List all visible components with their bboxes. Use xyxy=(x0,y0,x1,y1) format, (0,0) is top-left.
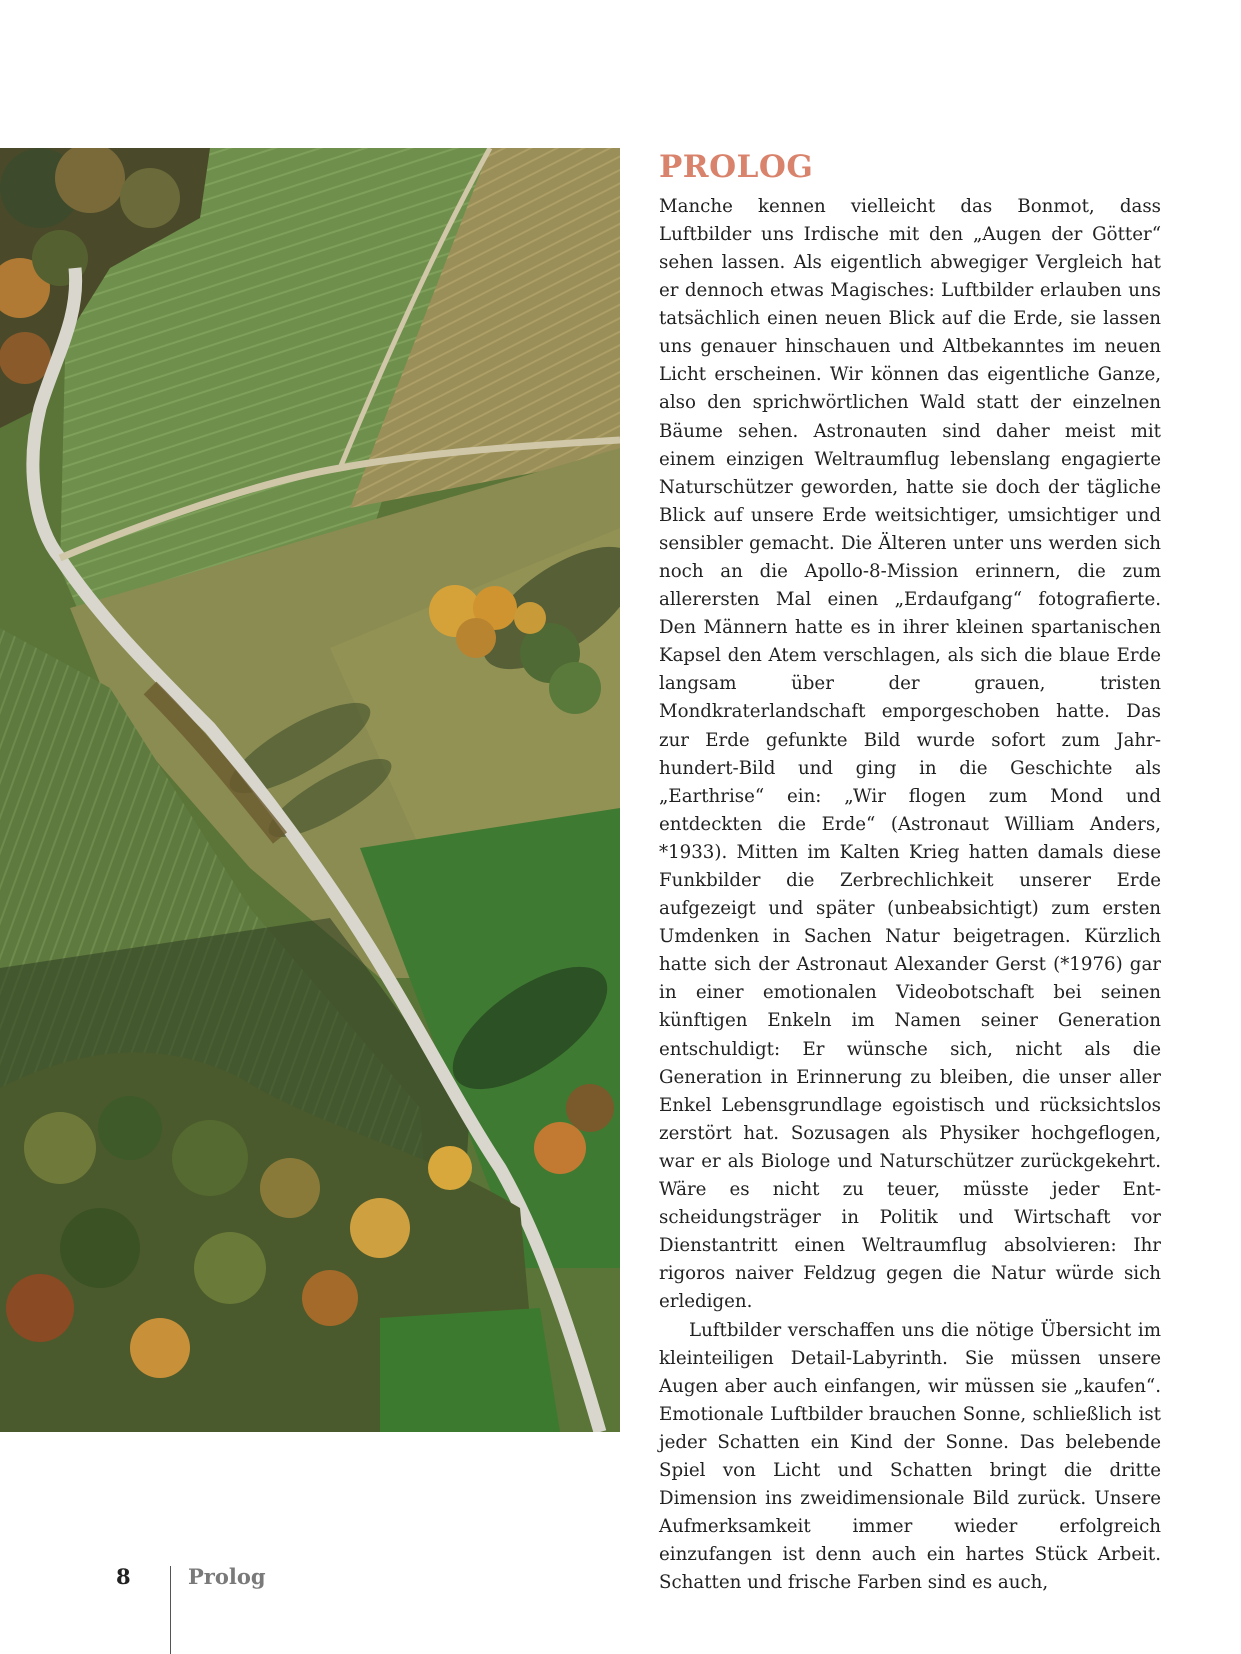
article-paragraph-1: Manche kennen vielleicht das Bonmot, dass Luftbilder uns Irdische mit den „Augen der Götter“ sehen lassen. Als eigentlich abwegiger Vergleich hat er dennoch etwas Magisches: Luftbilder erlauben uns tatsächlich einen neuen Blick auf die Erde, sie lassen uns genauer hinschauen und Altbekanntes im neuen Licht erscheinen. Wir können das eigentliche Ganze, also den sprichwörtlichen Wald statt der einzelnen Bäume sehen. Astronauten sind daher meist mit einem einzigen Weltraumflug lebenslang engagierte Naturschützer geworden, hatte sie doch der tägliche Blick auf unsere Erde weitsichtiger, umsichtiger und sensibler gemacht. Die Älteren unter uns werden sich noch an die Apollo-8-Mission erinnern, die zum allerersten Mal einen „Erdaufgang“ fotografierte. Den Männern hatte es in ihrer kleinen spartanischen Kapsel den Atem verschlagen, als sich die blaue Erde langsam über der grauen, tristen Mondkraterlandschaft emporgeschoben hatte. Das zur Erde gefunkte Bild wurde sofort zum Jahrhundert-Bild und ging in die Geschichte als „Earthrise“ ein: „Wir flogen zum Mond und entdeckten die Erde“ (Astronaut William Anders, *1933). Mitten im Kalten Krieg hatten damals diese Funkbilder die Zerbrechlichkeit unserer Erde aufgezeigt und später (unbeabsichtigt) zum ersten Umdenken in Sachen Natur beigetragen. Kürzlich hatte sich der Astronaut Alexander Gerst (*1976) gar in einer emotionalen Videobotschaft bei seinen künftigen Enkeln im Namen seiner Generation entschuldigt: Er wünsche sich, nicht als die Generation in Erinnerung zu bleiben, die unser aller Enkel Lebensgrundlage egoistisch und rücksichtslos zerstört hat. Sozusagen als Physiker hochgeflogen, war er als Biologe und Naturschützer zurückgekehrt. Wäre es nicht zu teuer, müsste jeder Entscheidungsträger in Politik und Wirtschaft vor Dienstantritt einen Weltraumflug absolvieren: Ihr rigoros naiver Feldzug gegen die Natur würde sich erledigen. xyxy=(659,195,1161,1313)
article-column xyxy=(659,148,1161,1597)
article-heading: PROLOG xyxy=(659,149,814,185)
aerial-landscape-icon xyxy=(0,148,620,1432)
aerial-photo xyxy=(0,148,620,1432)
article-paragraph-2: Luftbilder verschaffen uns die nötige Übersicht im kleinteiligen Detail-Labyrinth. Sie müssen unsere Augen aber auch einfangen, wir müssen sie „kaufen“. Emotionale Luftbilder brauchen Sonne, schließlich ist jeder Schatten ein Kind der Sonne. Das belebende Spiel von Licht und Schatten bringt die dritte Dimension ins zweidimensionale Bild zurück. Unsere Aufmerksamkeit immer wieder erfolgreich einzufangen ist denn auch ein hartes Stück Arbeit. Schatten und frische Farben sind es auch, xyxy=(659,1319,1161,1594)
footer-divider xyxy=(170,1566,171,1654)
footer-section-label: Prolog xyxy=(188,1564,266,1589)
page-number: 8 xyxy=(116,1564,131,1589)
